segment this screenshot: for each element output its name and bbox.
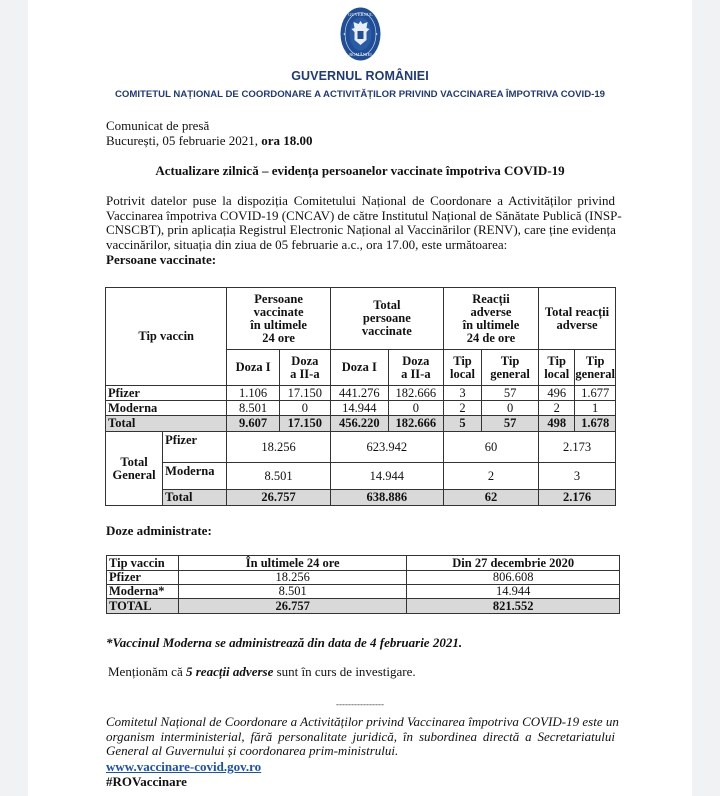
cell-d1-24h: 9.607 <box>227 416 279 432</box>
cell-vaccinated-24h: 26.757 <box>227 490 330 506</box>
cell-general-24h: 57 <box>482 416 539 432</box>
cell-vaccinated-24h: 8.501 <box>227 463 330 490</box>
cell-last-24h: 18.256 <box>178 571 406 585</box>
table-row-total-general-pfizer <box>106 432 616 463</box>
doses-administered-table <box>106 555 620 614</box>
intro-line: vaccinărilor, situația din ziua de 05 februarie a.c., ora 17.00, este următoarea: <box>106 236 508 252</box>
table-row-total-general-moderna <box>106 463 616 490</box>
cell-vaccinated-total: 14.944 <box>330 463 443 490</box>
header-doza2: Doza a II-a <box>388 350 443 386</box>
government-title: GUVERNUL ROMÂNIEI <box>291 69 429 83</box>
romanian-government-seal-icon <box>340 7 381 61</box>
header-line: vaccinate <box>253 304 304 319</box>
header-since-start: Din 27 decembrie 2020 <box>407 556 620 571</box>
cell-d1-total: 14.944 <box>330 401 388 416</box>
cell-since-start: 806.608 <box>407 571 620 585</box>
note-emphasis: 5 reacții adverse <box>185 664 274 679</box>
cell-reactions-24h: 62 <box>443 490 538 506</box>
table-row-moderna <box>106 401 616 416</box>
cell-reactions-24h: 60 <box>443 432 538 463</box>
press-release-label: Comunicat de presă <box>106 118 210 133</box>
cell-since-start: 821.552 <box>407 599 620 614</box>
document-heading: Actualizare zilnică – evidența persoanelor vaccinate împotriva COVID-19 <box>155 163 565 178</box>
cell-since-start: 14.944 <box>407 585 620 599</box>
cell-d2-total: 0 <box>388 401 443 416</box>
committee-description <box>106 714 619 759</box>
cell-local-total: 2 <box>539 401 575 416</box>
header-line: în ultimele <box>250 317 307 332</box>
table-row-total <box>106 416 616 432</box>
cell-d1-total: 456.220 <box>330 416 388 432</box>
header-line: Total <box>373 298 401 312</box>
header-total-reactions <box>539 288 616 350</box>
svg-text:GUVERNUL: GUVERNUL <box>348 12 373 17</box>
cell-local-24h: 3 <box>443 386 481 401</box>
moderna-note: *Vaccinul Moderna se administrează din data de 4 februarie 2021. <box>106 635 463 650</box>
press-date: București, 05 februarie 2021, <box>106 133 262 148</box>
cell-local-24h: 2 <box>443 401 481 416</box>
header-tip-local: Tip local <box>539 350 575 386</box>
investigation-note <box>108 665 416 679</box>
note-text: sunt în curs de investigare. <box>273 664 416 679</box>
intro-line: Potrivit datelor puse la dispoziția Comitetului Național de Coordonare a Activităților privind <box>106 193 615 208</box>
header-vaccinated-24h <box>227 288 330 350</box>
header-last-24h: În ultimele 24 ore <box>178 556 406 571</box>
doses-row-pfizer <box>107 571 620 585</box>
press-time: ora 18.00 <box>261 133 313 148</box>
section-label-doses: Doze administrate: <box>106 523 212 538</box>
cell-vaccinated-24h: 18.256 <box>227 432 330 463</box>
row-label: Pfizer <box>163 432 227 463</box>
footer-line: organism interministerial, fără personalitate juridică, în subordinea directă a Secretariatului <box>106 728 615 744</box>
cell-vaccinated-total: 623.942 <box>330 432 443 463</box>
cell-last-24h: 8.501 <box>178 585 406 599</box>
cell-reactions-total: 2.176 <box>539 490 616 506</box>
cell-local-total: 496 <box>539 386 575 401</box>
header-doza1: Doza I <box>330 350 388 386</box>
footer-line: Comitetul Național de Coordonare a Activităților privind Vaccinarea împotriva COVID-19 este un <box>106 714 619 729</box>
header-line: Persoane <box>254 291 303 306</box>
cell-reactions-24h: 2 <box>443 463 538 490</box>
header-doza1: Doza I <box>227 350 279 386</box>
header-line: Total reacții <box>544 304 610 319</box>
svg-text:ROMÂNIEI: ROMÂNIEI <box>349 52 372 57</box>
cell-d1-total: 441.276 <box>330 386 388 401</box>
doses-row-moderna <box>107 585 620 599</box>
header-tip-local: Tip local <box>443 350 481 386</box>
cell-d2-24h: 0 <box>279 401 330 416</box>
total-general-label: Total General <box>106 432 163 506</box>
cell-d1-24h: 1.106 <box>227 386 279 401</box>
header-line: 24 de ore <box>466 330 516 345</box>
header-tip-general: Tip general <box>575 350 616 386</box>
row-label: Total <box>106 416 227 432</box>
table-row-pfizer <box>106 386 616 401</box>
cell-d1-24h: 8.501 <box>227 401 279 416</box>
row-label: Moderna <box>106 401 227 416</box>
cell-general-total: 1 <box>575 401 616 416</box>
header-doza2: Doza a II-a <box>279 350 330 386</box>
row-label: Pfizer <box>106 386 227 401</box>
cell-vaccinated-total: 638.886 <box>330 490 443 506</box>
row-label: Total <box>163 490 227 506</box>
table-row-total-general-total <box>106 490 616 506</box>
cell-d2-total: 182.666 <box>388 386 443 401</box>
header-line: persoane <box>362 311 411 325</box>
cell-local-total: 498 <box>539 416 575 432</box>
row-label: Moderna <box>163 463 227 490</box>
header-tip-general: Tip general <box>482 350 539 386</box>
cell-general-total: 1.677 <box>575 386 616 401</box>
cell-d2-total: 182.666 <box>388 416 443 432</box>
section-label-vaccinated: Persoane vaccinate: <box>106 252 217 267</box>
header-line: vaccinate <box>361 324 412 338</box>
header-total-vaccinated <box>330 288 443 350</box>
header-line: 24 ore <box>262 330 295 345</box>
header-tip-vaccin: Tip vaccin <box>107 556 179 571</box>
note-text: Menționăm că <box>108 664 186 679</box>
separator: ---------------- <box>336 699 384 709</box>
intro-paragraph <box>106 193 622 252</box>
cell-local-24h: 5 <box>443 416 481 432</box>
header-tip-vaccin: Tip vaccin <box>106 288 227 386</box>
doses-row-total <box>107 599 620 614</box>
committee-name: COMITETUL NAȚIONAL DE COORDONARE A ACTIVITĂȚILOR PRIVIND VACCINAREA ÎMPOTRIVA COVID-19 <box>114 89 605 100</box>
cell-general-24h: 0 <box>482 401 539 416</box>
cell-last-24h: 26.757 <box>178 599 406 614</box>
cell-general-total: 1.678 <box>575 416 616 432</box>
press-date-line <box>106 134 313 148</box>
row-label: TOTAL <box>107 599 179 614</box>
row-label: Moderna* <box>107 585 179 599</box>
header-line: adverse <box>556 317 598 332</box>
cell-d2-24h: 17.150 <box>279 416 330 432</box>
vaccinated-persons-table <box>105 287 616 506</box>
intro-line: CNSCBT), prin aplicația Registrul Electronic Național al Vaccinărilor (RENV), care ține evidența <box>106 222 616 238</box>
cell-general-24h: 57 <box>482 386 539 401</box>
footer-line: General al Guvernului și coordonarea prim-ministrului. <box>106 743 399 759</box>
hashtag: #ROVaccinare <box>106 774 187 789</box>
header-reactions-24h <box>443 288 538 350</box>
header-line: Reacții <box>472 291 510 306</box>
website-link[interactable]: www.vaccinare-covid.gov.ro <box>106 759 262 774</box>
cell-reactions-total: 2.173 <box>539 432 616 463</box>
row-label: Pfizer <box>107 571 179 585</box>
header-line: adverse <box>470 304 512 319</box>
cell-d2-24h: 17.150 <box>279 386 330 401</box>
header-line: în ultimele <box>462 317 520 332</box>
cell-reactions-total: 3 <box>539 463 616 490</box>
intro-line: Vaccinarea împotriva COVID-19 (CNCAV) de către Institutul Național de Sănătate Publică (INSP- <box>106 207 622 223</box>
